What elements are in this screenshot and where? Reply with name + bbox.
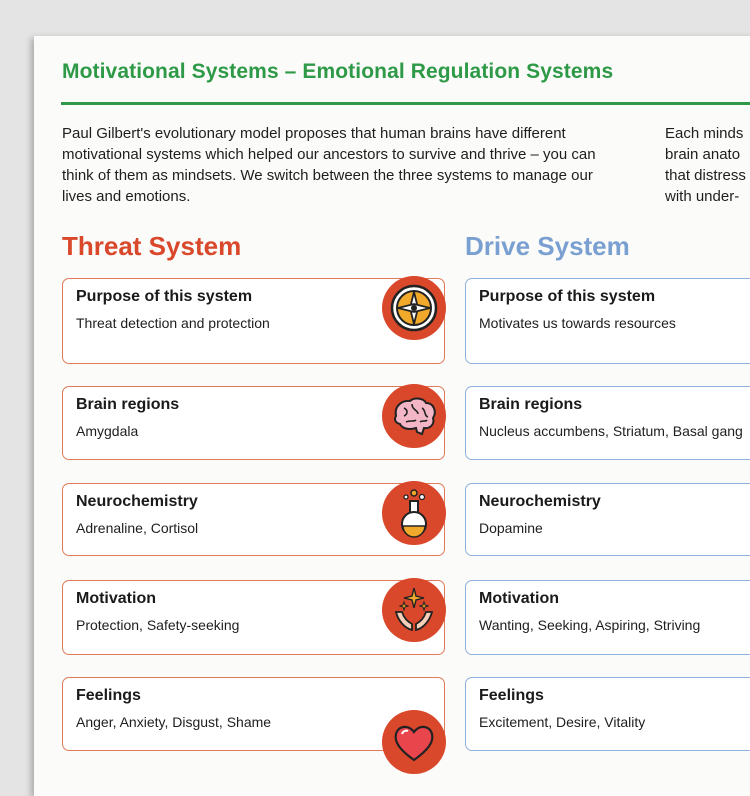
drive-card-feelings bbox=[465, 677, 750, 751]
card-text: Wanting, Seeking, Aspiring, Striving bbox=[479, 617, 701, 633]
card-heading: Feelings bbox=[76, 687, 141, 704]
brain-icon bbox=[382, 384, 446, 448]
worksheet-page bbox=[34, 36, 750, 796]
card-text: Adrenaline, Cortisol bbox=[76, 520, 199, 536]
drive-card-neurochemistry bbox=[465, 483, 750, 556]
drive-system-title: Drive System bbox=[465, 231, 630, 261]
intro-line: brain anato bbox=[665, 146, 741, 163]
hands-sparkle-icon bbox=[382, 578, 446, 642]
card-heading: Motivation bbox=[479, 590, 559, 607]
heart-icon bbox=[382, 710, 446, 774]
card-text: Excitement, Desire, Vitality bbox=[479, 714, 646, 730]
intro-paragraph-right bbox=[665, 123, 750, 207]
card-text: Anger, Anxiety, Disgust, Shame bbox=[76, 714, 272, 730]
flask-icon bbox=[382, 481, 446, 545]
card-text: Motivates us towards resources bbox=[479, 315, 676, 331]
intro-line: Each minds bbox=[665, 125, 744, 142]
card-heading: Neurochemistry bbox=[76, 493, 198, 510]
intro-line: Paul Gilbert's evolutionary model proposes that human brains have different bbox=[62, 125, 566, 142]
intro-line: lives and emotions. bbox=[62, 188, 191, 205]
card-heading: Purpose of this system bbox=[479, 288, 656, 305]
drive-card-brain-regions bbox=[465, 386, 750, 460]
card-text: Nucleus accumbens, Striatum, Basal gang bbox=[479, 423, 743, 439]
intro-line: with under- bbox=[665, 188, 740, 205]
drive-card-purpose bbox=[465, 278, 750, 364]
card-heading: Brain regions bbox=[76, 396, 180, 413]
card-text: Protection, Safety-seeking bbox=[76, 617, 240, 633]
threat-system-title: Threat System bbox=[62, 231, 242, 261]
intro-paragraph bbox=[62, 123, 662, 207]
card-heading: Motivation bbox=[76, 590, 156, 607]
intro-line: motivational systems which helped our ancestors to survive and thrive – you can bbox=[62, 146, 596, 163]
title-divider bbox=[61, 102, 750, 105]
card-heading: Purpose of this system bbox=[76, 288, 253, 305]
card-heading: Feelings bbox=[479, 687, 544, 704]
card-text: Dopamine bbox=[479, 520, 543, 536]
drive-card-motivation bbox=[465, 580, 750, 655]
card-heading: Brain regions bbox=[479, 396, 583, 413]
intro-line: that distress bbox=[665, 167, 746, 184]
intro-line: think of them as mindsets. We switch between the three systems to manage our bbox=[62, 167, 593, 184]
card-text: Amygdala bbox=[76, 423, 139, 439]
page-title: Motivational Systems – Emotional Regulation Systems bbox=[62, 60, 614, 83]
card-text: Threat detection and protection bbox=[76, 315, 270, 331]
compass-icon bbox=[382, 276, 446, 340]
card-heading: Neurochemistry bbox=[479, 493, 601, 510]
